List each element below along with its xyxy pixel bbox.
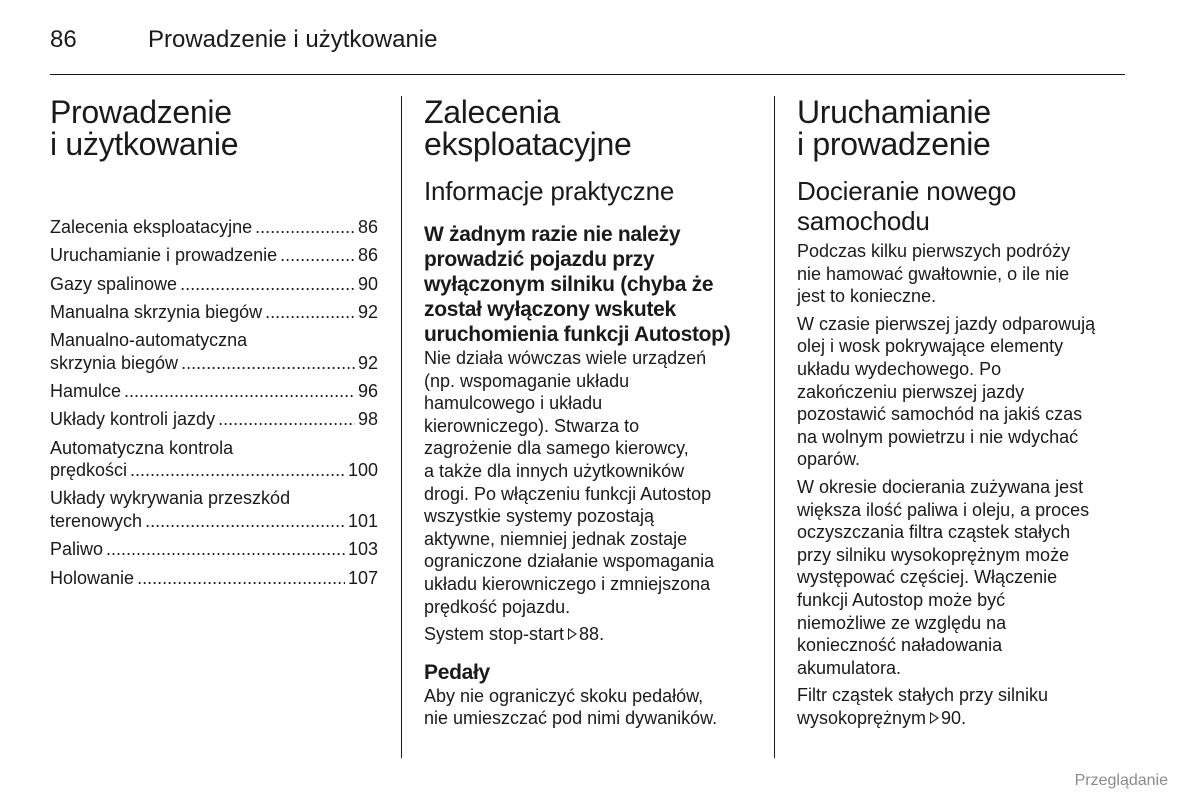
toc-entry[interactable] xyxy=(50,538,378,561)
column-3 xyxy=(797,96,1127,729)
browse-label[interactable]: Przeglądanie xyxy=(1074,772,1168,789)
toc-entry[interactable] xyxy=(50,487,378,532)
toc-leader-dots xyxy=(124,380,355,403)
toc-entry-label: Manualna skrzynia biegów xyxy=(50,301,263,322)
toc-entry[interactable] xyxy=(50,408,378,431)
warning-text: W żadnym razie nie należy prowadzić pojazdu przy wyłączonym silniku (chyba że został wyłączony wskutek uruchomienia funkcji Autostop) xyxy=(424,223,731,346)
toc-entry[interactable] xyxy=(50,437,378,482)
toc-entry[interactable] xyxy=(50,301,378,324)
paragraph: Podczas kilku pierwszych podróży nie hamować gwałtownie, o ile nie jest to konieczne. xyxy=(797,241,1071,307)
toc-page-number: 86 xyxy=(357,245,378,266)
paragraph: W czasie pierwszej jazdy odparowują olej i wosk pokrywające elementy układu wydechowego. Po zakończeniu pierwszej jazdy pozostawić samochód na jakiś czas na wolnym powietrzu i nie wdychać oparów. xyxy=(797,313,1096,470)
toc-entry-label: Manualno-automatyczna xyxy=(50,330,248,351)
table-of-contents xyxy=(50,216,378,589)
paragraph: Aby nie ograniczyć skoku pedałów, nie umieszczać pod nimi dywaników. xyxy=(424,685,718,729)
paragraph: Nie działa wówczas wiele urządzeń (np. wspomaganie układu hamulcowego i układu kierowniczego). Stwarza to zagrożenie dla samego kierowcy, a także dla innych użytkowników drogi. Po włączeniu funkcji Autostop wszystkie systemy pozostają aktywne, niemniej jednak zostaje ograniczone działanie wspomagania układu kierowniczego i zmniejszona prędkość pojazdu. xyxy=(424,348,715,617)
paragraph: Filtr cząstek stałych przy silniku wysokoprężnym 90. xyxy=(797,684,1127,729)
toc-entry[interactable] xyxy=(50,329,378,374)
column-divider-1 xyxy=(401,96,402,758)
toc-page-number: 86 xyxy=(357,217,378,237)
column-1 xyxy=(50,96,378,595)
toc-page-number: 103 xyxy=(347,539,378,560)
page-number: 86 xyxy=(50,26,77,53)
toc-leader-dots xyxy=(265,301,355,324)
toc-entry[interactable] xyxy=(50,244,378,267)
toc-entry-label: terenowych xyxy=(50,511,143,532)
toc-leader-dots xyxy=(130,459,345,482)
toc-page-number: 90 xyxy=(357,273,378,294)
toc-entry[interactable] xyxy=(50,273,378,296)
section-title: Zalecenia eksploatacyjne xyxy=(424,94,632,162)
toc-entry[interactable] xyxy=(50,567,378,590)
toc-page-number: 92 xyxy=(357,301,378,322)
pedals-heading: Pedały xyxy=(424,660,490,684)
toc-entry-label: Układy kontroli jazdy xyxy=(50,409,216,430)
toc-page-number: 107 xyxy=(347,567,378,588)
toc-leader-dots xyxy=(181,352,355,375)
toc-entry-label: skrzynia biegów xyxy=(50,352,179,373)
cross-reference[interactable]: wysokoprężnym 90. xyxy=(797,707,967,728)
toc-page-number: 98 xyxy=(357,409,378,430)
toc-leader-dots xyxy=(218,408,355,431)
toc-page-number: 96 xyxy=(357,381,378,401)
column-divider-2 xyxy=(774,96,775,758)
toc-leader-dots xyxy=(137,567,345,590)
toc-leader-dots xyxy=(145,510,345,533)
chapter-title: Prowadzenie i użytkowanie xyxy=(50,94,239,162)
toc-leader-dots xyxy=(255,216,355,239)
toc-entry-label: Gazy spalinowe xyxy=(50,273,178,294)
toc-entry-label: Holowanie xyxy=(50,567,135,588)
reference-arrow-icon xyxy=(568,628,577,640)
toc-leader-dots xyxy=(180,273,355,296)
cross-reference[interactable]: System stop-start 88. xyxy=(424,624,605,645)
toc-entry-label: Układy wykrywania przeszkód xyxy=(50,488,291,509)
toc-leader-dots xyxy=(280,244,355,267)
toc-page-number: 100 xyxy=(347,460,378,481)
toc-entry-label: Automatyczna kontrola xyxy=(50,437,234,458)
toc-entry-label: Uruchamianie i prowadzenie xyxy=(50,245,278,266)
subsection-title: Informacje praktyczne xyxy=(424,176,675,206)
header-rule xyxy=(50,74,1125,75)
toc-leader-dots xyxy=(106,538,345,561)
reference-arrow-icon xyxy=(930,712,939,724)
running-title: Prowadzenie i użytkowanie xyxy=(148,26,438,53)
toc-page-number: 101 xyxy=(347,511,378,532)
paragraph: W okresie docierania zużywana jest większa ilość paliwa i oleju, a proces oczyszczania filtra cząstek stałych przy silniku wysokoprężnym może występować częściej. Włączenie funkcji Autostop może być niemożliwe ze względu na konieczność naładowania akumulatora. xyxy=(797,476,1090,678)
toc-entry-label: Zalecenia eksploatacyjne xyxy=(50,217,253,237)
column-2 xyxy=(424,96,754,730)
toc-entry-label: Hamulce xyxy=(50,381,122,401)
toc-entry-label: Paliwo xyxy=(50,539,104,560)
toc-entry-label: prędkości xyxy=(50,460,128,481)
toc-entry[interactable] xyxy=(50,216,378,239)
section-title: Uruchamianie i prowadzenie xyxy=(797,94,991,162)
toc-entry[interactable] xyxy=(50,380,378,403)
subsection-title: Docieranie nowego samochodu xyxy=(797,176,1017,236)
toc-page-number: 92 xyxy=(357,352,378,373)
